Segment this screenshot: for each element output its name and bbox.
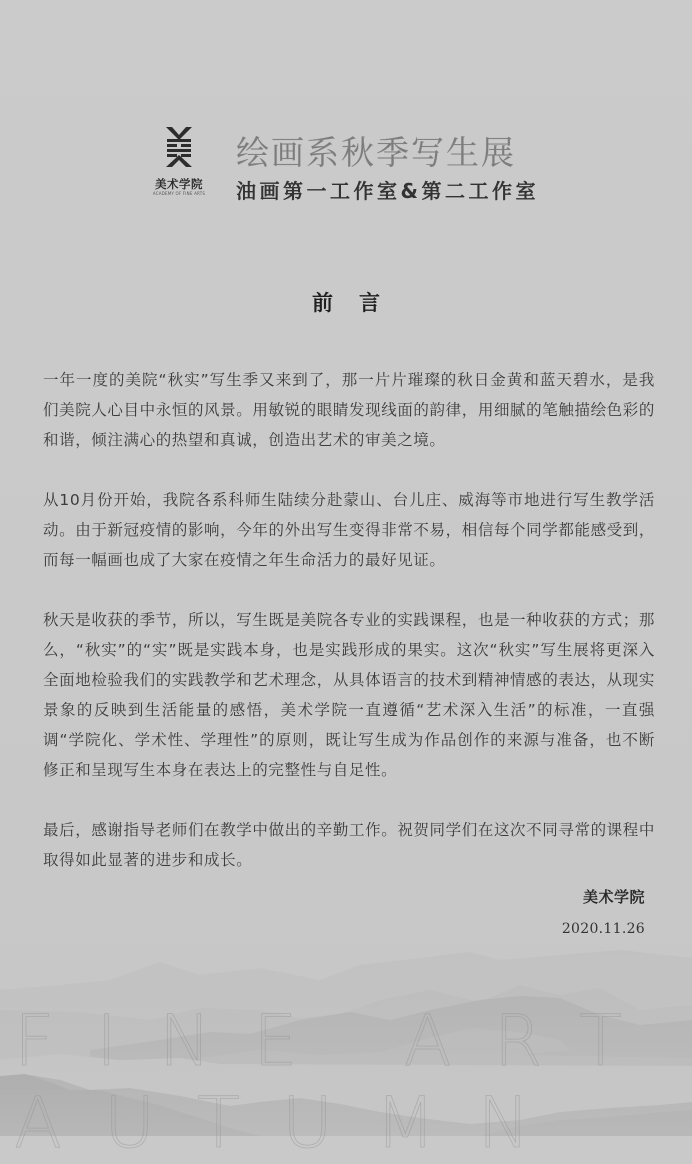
preface-body xyxy=(43,365,655,905)
preface-paragraph-2: 从10月份开始，我院各系科师生陆续分赴蒙山、台儿庄、威海等市地进行写生教学活动。由于新冠疫情的影响，今年的外出写生变得非常不易，相信每个同学都能感受到，而每一幅画也成了大家在疫情之年生命活力的最好见证。 xyxy=(43,491,655,569)
signature-block xyxy=(562,886,645,937)
signature-organization: 美术学院 xyxy=(582,888,645,906)
academy-name-cn: 美术学院 xyxy=(155,177,203,191)
preface-title: 前言 xyxy=(312,290,406,315)
preface-paragraph-1: 一年一度的美院“秋实”写生季又来到了，那一片片璀璨的秋日金黄和蓝天碧水，是我们美院人心目中永恒的风景。用敏锐的眼睛发现线面的韵律，用细腻的笔触描绘色彩的和谐，倾注满心的热望和真诚，创造出艺术的审美之境。 xyxy=(43,371,655,449)
academy-logo-icon xyxy=(164,127,194,167)
exhibition-subtitle: 油画第一工作室&第二工作室 xyxy=(236,179,539,203)
background-word-autumn: AUTUMN xyxy=(14,1082,572,1164)
exhibition-title: 绘画系秋季写生展 xyxy=(236,133,516,172)
preface-paragraph-3: 秋天是收获的季节，所以，写生既是美院各专业的实践课程，也是一种收获的方式；那么，“秋实”的“实”既是实践本身，也是实践形成的果实。这次“秋实”写生展将更深入全面地检验我们的实践教学和艺术理念，从具体语言的技术到精神情感的表达，从现实景象的反映到生活能量的感悟，美术学院一直遵循“艺术深入生活”的标准，一直强调“学院化、学术性、学理性”的原则，既让写生成为作品创作的来源与准备，也不断修正和呈现写生本身在表达上的完整性与自足性。 xyxy=(43,611,655,779)
preface-paragraph-4: 最后，感谢指导老师们在教学中做出的辛勤工作。祝贺同学们在这次不同寻常的课程中取得如此显著的进步和成长。 xyxy=(43,821,655,869)
academy-name-en: ACADEMY OF FINE ARTS xyxy=(152,191,206,196)
exhibition-header xyxy=(148,125,548,205)
background-word-fine-art: FINE ART xyxy=(14,1000,664,1082)
academy-logo xyxy=(148,125,210,201)
signature-date: 2020.11.26 xyxy=(561,921,645,937)
